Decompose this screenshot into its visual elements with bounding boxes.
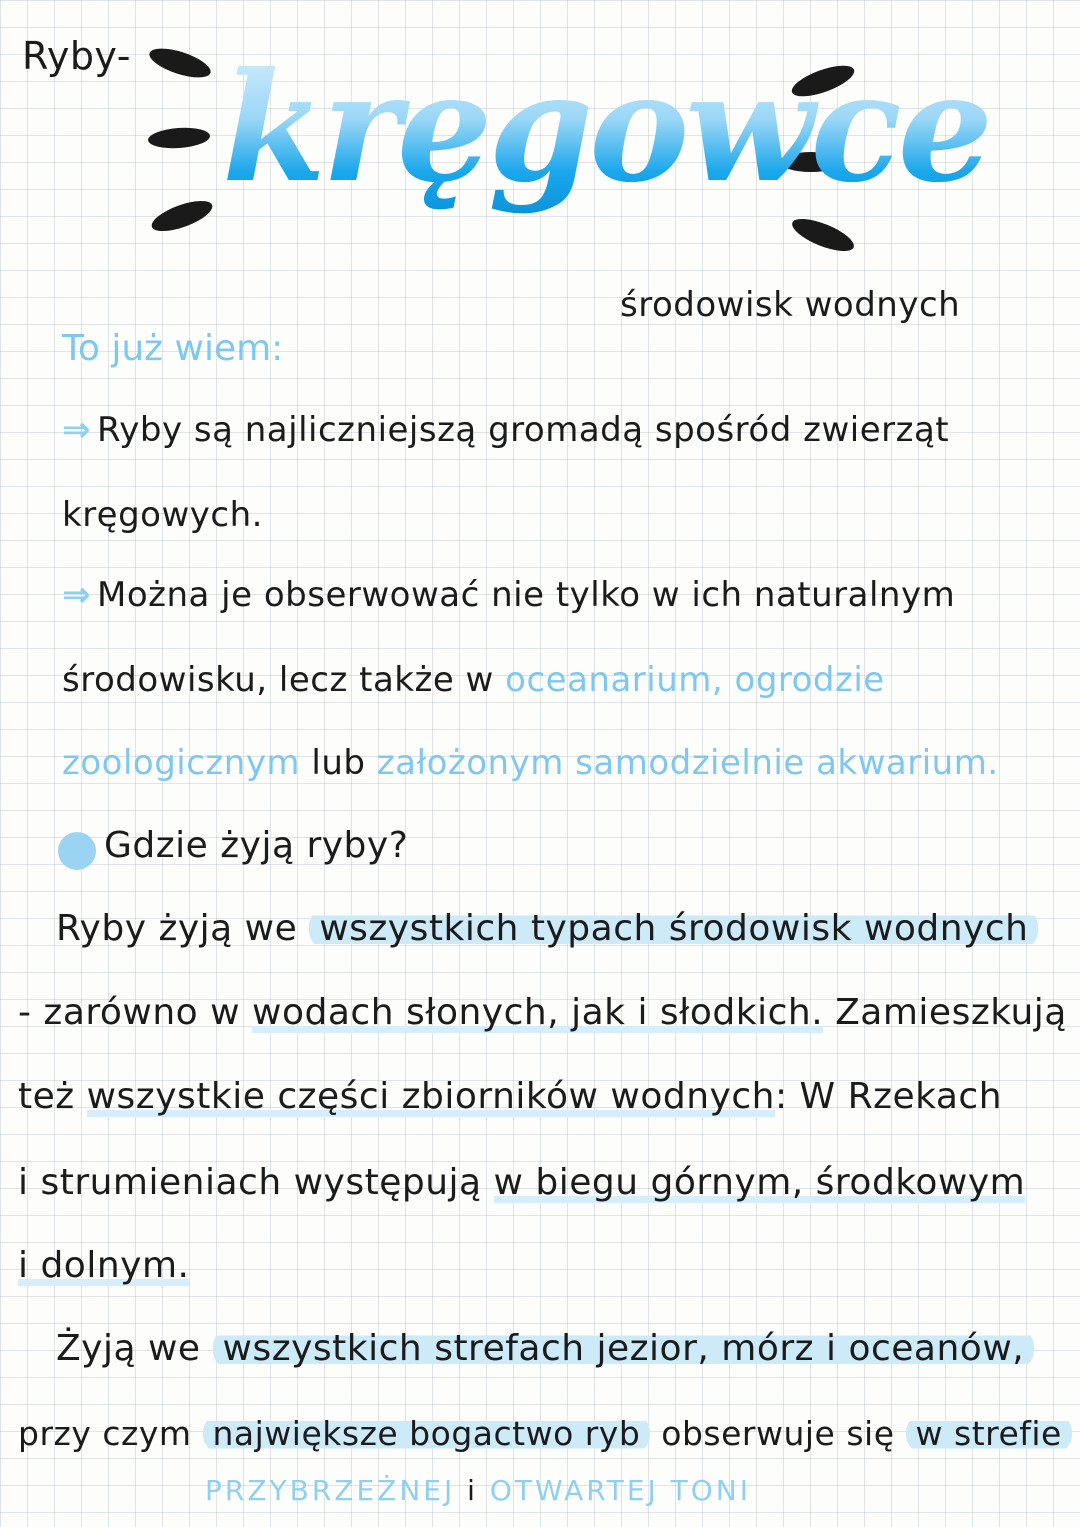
intro-paragraph-2-line-2 — [62, 660, 885, 700]
l3-text-2: : W Rzekach — [774, 1076, 1003, 1117]
l5-underlined: i dolnym. — [18, 1245, 190, 1286]
section-line-8 — [205, 1474, 751, 1507]
l4-text: i strumieniach występują — [18, 1162, 494, 1203]
intro-heading: To już wiem: — [62, 328, 284, 369]
section-line-2 — [18, 992, 1067, 1033]
section-line-4 — [18, 1162, 1025, 1203]
section-line-7 — [18, 1414, 1072, 1453]
l2-underlined: wodach słonych, jak i słodkich. — [252, 992, 824, 1033]
p2-l1-text: Można je obserwować nie tylko w ich naturalnym — [97, 575, 956, 615]
p2-l2-text: środowisku, lecz także w — [62, 660, 506, 700]
intro-paragraph-1-line-2: kręgowych. — [62, 495, 263, 535]
p2-l3-highlight-2: założonym samodzielnie akwarium. — [376, 743, 999, 783]
section-line-5 — [18, 1245, 189, 1286]
zone-open-water: OTWARTEJ TONI — [489, 1474, 752, 1507]
l3-underlined: wszystkie części zbiorników wodnych — [86, 1076, 775, 1117]
p2-l3-highlight-1: zoologicznym — [62, 743, 301, 783]
l4-underlined: w biegu górnym, środkowym — [493, 1162, 1026, 1203]
header-prefix: Ryby- — [22, 34, 131, 78]
l8-connector: i — [455, 1474, 490, 1507]
left-dash-1 — [146, 43, 214, 84]
l1-highlight: wszystkich typach środowisk wodnych — [309, 908, 1038, 949]
zone-coastal: PRZYBRZEŻNEJ — [205, 1474, 456, 1507]
p1-l1-text: Ryby są najliczniejszą gromadą spośród zwierząt — [97, 410, 950, 450]
bullet-dot-icon — [58, 832, 96, 870]
left-dash-2 — [147, 126, 210, 150]
l6-highlight: wszystkich strefach jezior, mórz i oceanów, — [213, 1328, 1035, 1369]
p2-l2-highlight: oceanarium, ogrodzie — [505, 660, 885, 700]
intro-paragraph-1-line-1 — [62, 410, 949, 450]
l2-text-2: Zamieszkują — [823, 992, 1067, 1033]
l7-text-2: obserwuje się — [650, 1414, 906, 1453]
left-dash-3 — [148, 195, 216, 238]
subtitle: środowisk wodnych — [620, 285, 961, 325]
intro-paragraph-2-line-3 — [62, 743, 999, 783]
l1-text: Ryby żyją we — [56, 908, 310, 949]
arrow-icon: ⇒ — [62, 575, 91, 615]
right-dash-3 — [788, 212, 857, 257]
section-question: Gdzie żyją ryby? — [104, 825, 409, 866]
l7-highlight-1: największe bogactwo ryb — [203, 1414, 651, 1453]
p2-l3-text: lub — [300, 743, 377, 783]
l3-text-1: też — [18, 1076, 87, 1117]
l6-text: Żyją we — [56, 1328, 213, 1369]
page-title: kręgowce — [222, 40, 990, 216]
l2-text-1: - zarówno w — [18, 992, 253, 1033]
section-line-6 — [56, 1328, 1034, 1369]
section-line-3 — [18, 1076, 1002, 1117]
l7-text-1: przy czym — [18, 1414, 203, 1453]
intro-paragraph-2-line-1 — [62, 575, 955, 615]
l7-highlight-2: w strefie — [906, 1414, 1072, 1453]
arrow-icon: ⇒ — [62, 410, 91, 450]
section-line-1 — [56, 908, 1038, 949]
